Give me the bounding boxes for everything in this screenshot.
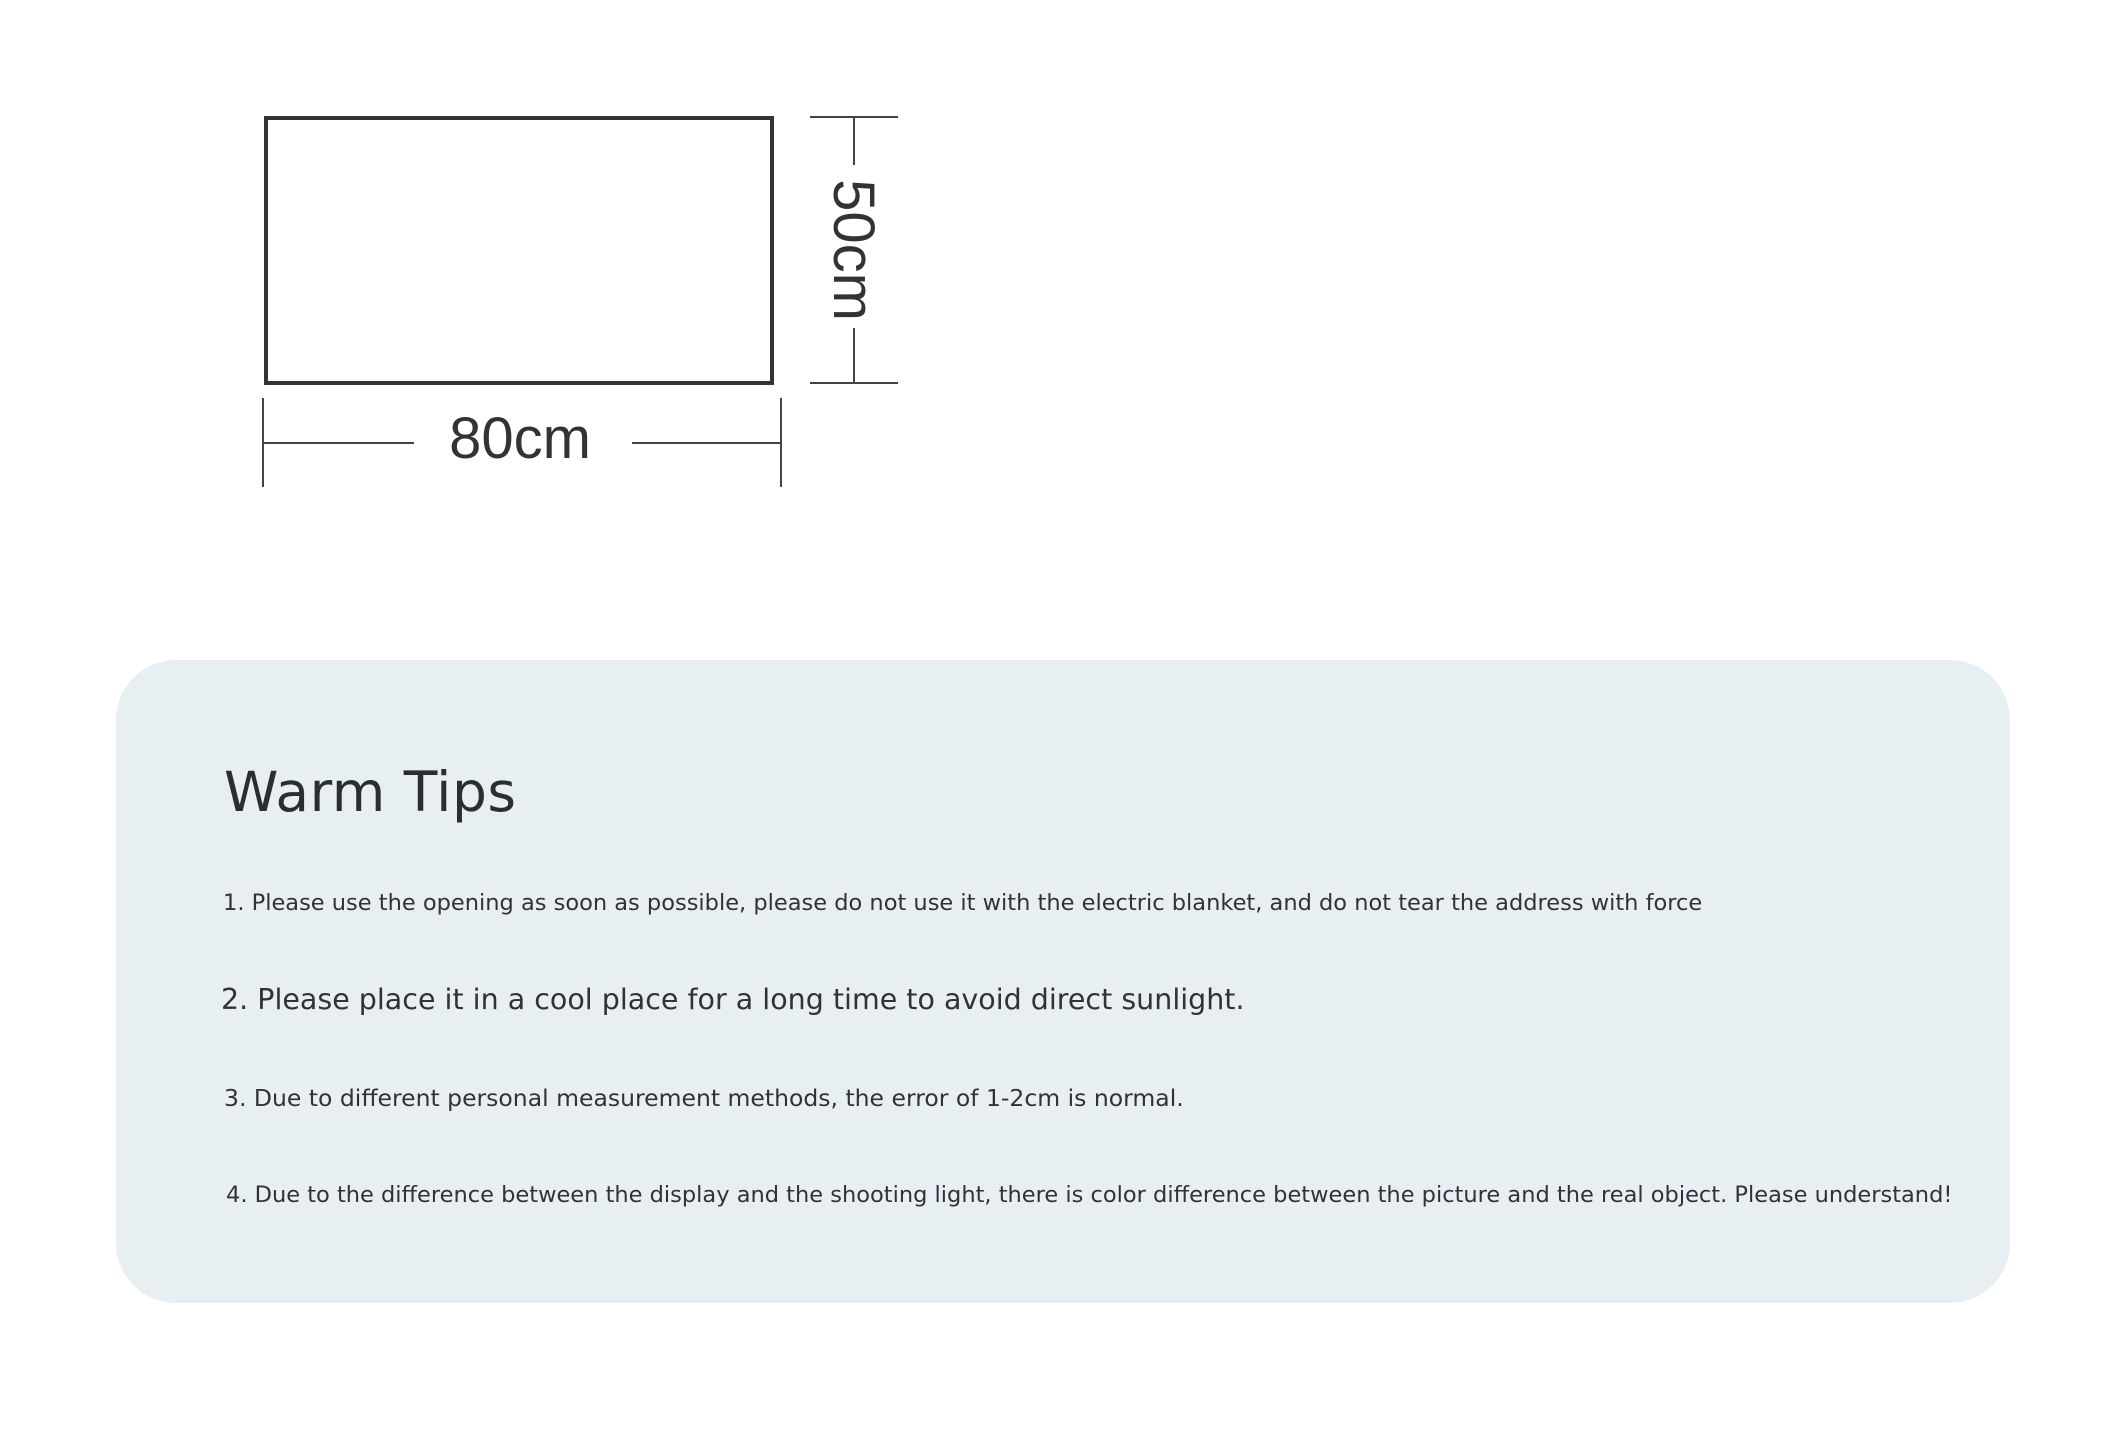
tip-item: 3. Due to different personal measurement methods, the error of 1-2cm is normal. (224, 1084, 1184, 1112)
tip-item: 4. Due to the difference between the display and the shooting light, there is color difference between the picture and the real object. Please understand! (226, 1182, 1953, 1208)
height-label: 50cm (821, 179, 886, 321)
size-diagram (0, 0, 2119, 560)
tip-item: 2. Please place it in a cool place for a long time to avoid direct sunlight. (221, 983, 1245, 1016)
product-outline (266, 118, 772, 383)
tip-item: 1. Please use the opening as soon as possible, please do not use it with the electric blanket, and do not tear the address with force (223, 890, 1703, 916)
warm-tips-title: Warm Tips (224, 760, 517, 824)
warm-tips-panel (116, 660, 2010, 1303)
width-label: 80cm (449, 406, 591, 471)
